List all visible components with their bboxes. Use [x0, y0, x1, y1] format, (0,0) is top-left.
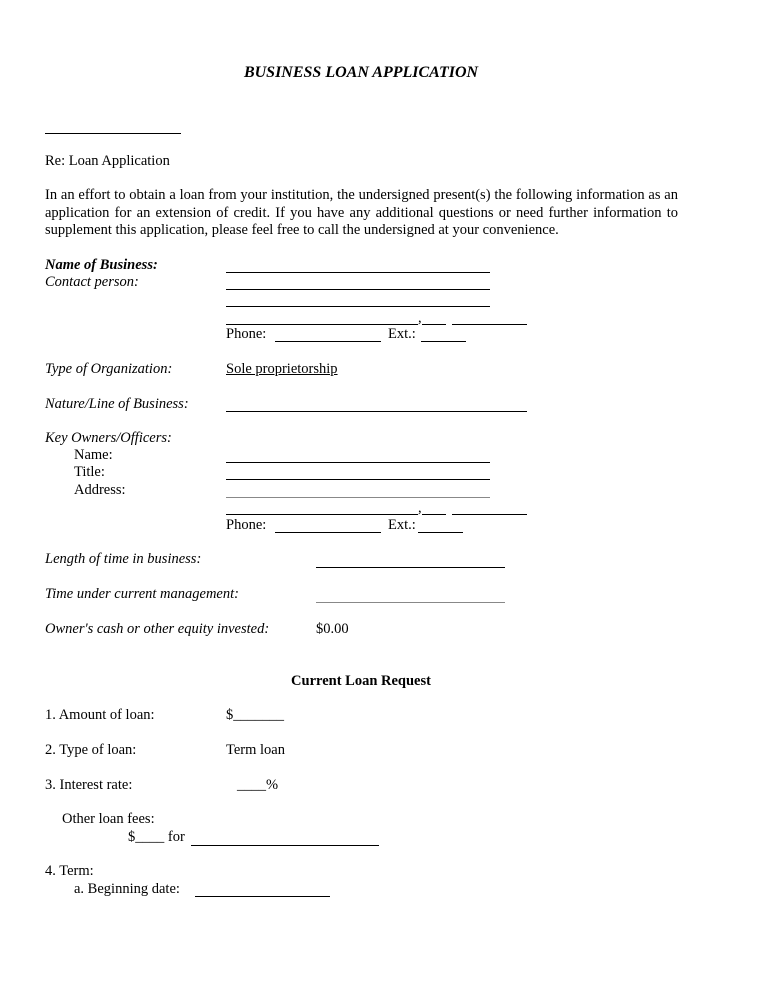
beginning-date-label: a. Beginning date:	[74, 881, 180, 897]
organization-label: Type of Organization:	[45, 361, 173, 377]
beginning-date-field[interactable]	[195, 896, 330, 897]
business-phone-field[interactable]	[275, 341, 381, 342]
business-phone-label: Phone:	[226, 326, 267, 342]
re-line: Re: Loan Application	[45, 153, 170, 169]
owner-title-label: Title:	[74, 464, 105, 480]
rate-label: 3. Interest rate:	[45, 777, 133, 793]
owner-state-field[interactable]	[422, 514, 446, 515]
type-value[interactable]: Term loan	[226, 742, 285, 758]
management-field[interactable]	[316, 602, 505, 603]
type-label: 2. Type of loan:	[45, 742, 137, 758]
fees-purpose-field[interactable]	[191, 845, 379, 846]
owner-name-field[interactable]	[226, 462, 490, 463]
owner-address-field[interactable]	[226, 497, 490, 498]
business-name-label: Name of Business:	[45, 257, 158, 273]
length-label: Length of time in business:	[45, 551, 202, 567]
loan-request-heading: Current Loan Request	[291, 673, 431, 689]
amount-value[interactable]: $_______	[226, 707, 284, 723]
owner-phone-field[interactable]	[275, 532, 381, 533]
business-state-field[interactable]	[422, 324, 446, 325]
business-name-field[interactable]	[226, 272, 490, 273]
owner-ext-label: Ext.:	[388, 517, 416, 533]
intro-paragraph: In an effort to obtain a loan from your institution, the undersigned present(s) the following information as an application for an extension of credit. If you have any additional questions or need further information to supplement this application, please feel free to call the undersigned at your convenience.	[45, 187, 678, 238]
owner-city-comma: ,	[418, 500, 422, 516]
owner-name-label: Name:	[74, 447, 113, 463]
business-ext-field[interactable]	[421, 341, 466, 342]
term-label: 4. Term:	[45, 863, 94, 879]
nature-field[interactable]	[226, 411, 527, 412]
rate-value[interactable]: ____%	[237, 777, 279, 793]
business-zip-field[interactable]	[452, 324, 527, 325]
business-city-field[interactable]	[226, 324, 418, 325]
business-address-field-1[interactable]	[226, 306, 490, 307]
length-field[interactable]	[316, 567, 505, 568]
nature-label: Nature/Line of Business:	[45, 396, 189, 412]
contact-person-field[interactable]	[226, 289, 490, 290]
amount-label: 1. Amount of loan:	[45, 707, 155, 723]
owner-address-label: Address:	[74, 482, 126, 498]
owner-ext-field[interactable]	[418, 532, 463, 533]
equity-label: Owner's cash or other equity invested:	[45, 621, 270, 637]
contact-person-label: Contact person:	[45, 274, 139, 290]
owner-zip-field[interactable]	[452, 514, 527, 515]
equity-value[interactable]: $0.00	[316, 621, 349, 637]
owner-phone-label: Phone:	[226, 517, 267, 533]
fees-value[interactable]: $____ for	[128, 829, 185, 845]
owner-title-field[interactable]	[226, 479, 490, 480]
owners-label: Key Owners/Officers:	[45, 430, 172, 446]
fees-label: Other loan fees:	[62, 811, 155, 827]
management-label: Time under current management:	[45, 586, 239, 602]
date-line[interactable]	[45, 133, 181, 134]
business-city-comma: ,	[418, 310, 422, 326]
owner-city-field[interactable]	[226, 514, 418, 515]
document-title: BUSINESS LOAN APPLICATION	[243, 64, 479, 81]
business-ext-label: Ext.:	[388, 326, 416, 342]
organization-value[interactable]: Sole proprietorship	[226, 361, 338, 377]
